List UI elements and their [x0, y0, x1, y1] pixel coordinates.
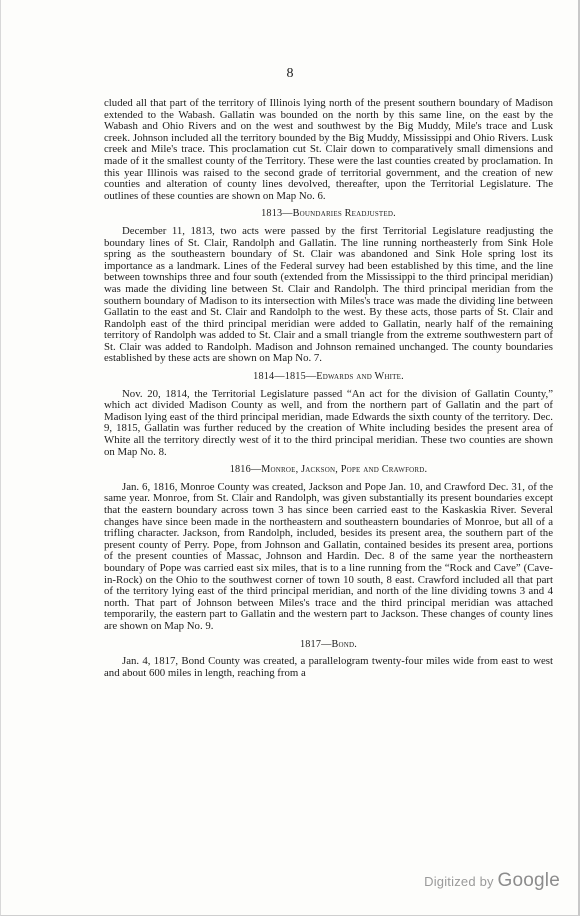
section-heading-1816: 1816—Monroe, Jackson, Pope and Crawford.	[229, 464, 428, 476]
paragraph-1814-1815: Nov. 20, 1814, the Territorial Legislature passed “An act for the division of Gallatin County,” which act divided Madison County as well, and from the northern part of Gallatin and the part of Madison lying east of the third principal meridian, made Edwards the sixth county of the territory. Dec. 9, 1815, Gallatin was further reduced by the creation of White including besides the present area of White all the territory directly west of it to the third principal meridian. These two counties are shown on Map No. 8.	[104, 387, 553, 458]
section-heading-1814-1815: 1814—1815—Edwards and White.	[253, 371, 404, 383]
paragraph-1813: December 11, 1813, two acts were passed by the first Territorial Legislature readjusting the boundary lines of St. Clair, Randolph and Gallatin. The line running northeasterly from Sink Hole spring as the southeastern boundary of St. Clair was abandoned and Sink Hole spring lost its importance as a landmark. Lines of the Federal survey had been established by this time, and the line between townships three and four south (extended from the Mississippi to the third principal meridian) was made the dividing line between St. Clair and Randolph. The third principal meridian from the southern boundary of Madison to its intersection with Miles's trace was made the dividing line between Gallatin to the east and St. Clair and Randolph to the west. By these acts, those parts of St. Clair and Randolph east of the third principal meridian were added to Gallatin, nearly half of the remaining territory of Randolph was added to St. Clair and a small triangle from the extreme southwestern part of St. Clair was added to Randolph. Madison and Johnson remained unchanged. The county boundaries established by these acts are shown on Map No. 7.	[104, 224, 553, 365]
paragraph-1817: Jan. 4, 1817, Bond County was created, a parallelogram twenty-four miles wide from east to west and about 600 miles in length, reaching from a	[104, 655, 553, 679]
watermark-prefix: Digitized by	[424, 874, 494, 889]
watermark-brand: Google	[497, 870, 560, 891]
paragraph-continued: cluded all that part of the territory of Illinois lying north of the present southern boundary of Madison extended to the Wabash. Gallatin was bounded on the north by this same line, on the east by the Wabash and Ohio Rivers and on the west and southwest by the Big Muddy, Mile's trace and Lusk creek. Johnson included all the territory bounded by the Big Muddy, Mississippi and Ohio Rivers. Lusk creek and Mile's trace. This proclamation cut St. Clair down to comparatively small dimensions and made of it the smallest county of the Territory. These were the last counties created by proclamation. In this year Illinois was raised to the second grade of territorial government, and the creation of new counties and alteration of county lines devolved, thereafter, upon the Territorial Legislature. The outlines of these counties are shown on Map No. 6.	[104, 97, 553, 202]
page-body	[104, 98, 553, 679]
paragraph-1816: Jan. 6, 1816, Monroe County was created, Jackson and Pope Jan. 10, and Crawford Dec. 31, of the same year. Monroe, from St. Clair and Randolph, was given substantially its present boundaries except that the eastern boundary across town 3 has since been carried east to the Kaskaskia River. Several changes have since been made in the northeastern and southeastern boundaries of Monroe, but all of a trifling character. Jackson, from Randolph, included, besides its present area, the southern part of the present county of Perry. Pope, from Johnson and Gallatin, contained besides its present area, portions of the present counties of Massac, Johnson and Hardin. Dec. 8 of the same year the northeastern boundary of Pope was carried east six miles, that is to a line running from the “Rock and Cave” (Cave-in-Rock) on the Ohio to the southwest corner of town 10 south, 8 east. Crawford included all that part of the territory lying east of the third principal meridian, and north of the line dividing towns 3 and 4 north. That part of Johnson between Miles's trace and the third principal meridian was attached temporarily, the eastern part to Gallatin and the western part to Jackson. These changes of county lines are shown on Map No. 9.	[104, 480, 553, 632]
digitization-watermark	[424, 870, 560, 892]
section-heading-1813: 1813—Boundaries Readjusted.	[261, 208, 396, 220]
section-heading-1817: 1817—Bond.	[299, 638, 358, 650]
page-number: 8	[286, 66, 294, 81]
